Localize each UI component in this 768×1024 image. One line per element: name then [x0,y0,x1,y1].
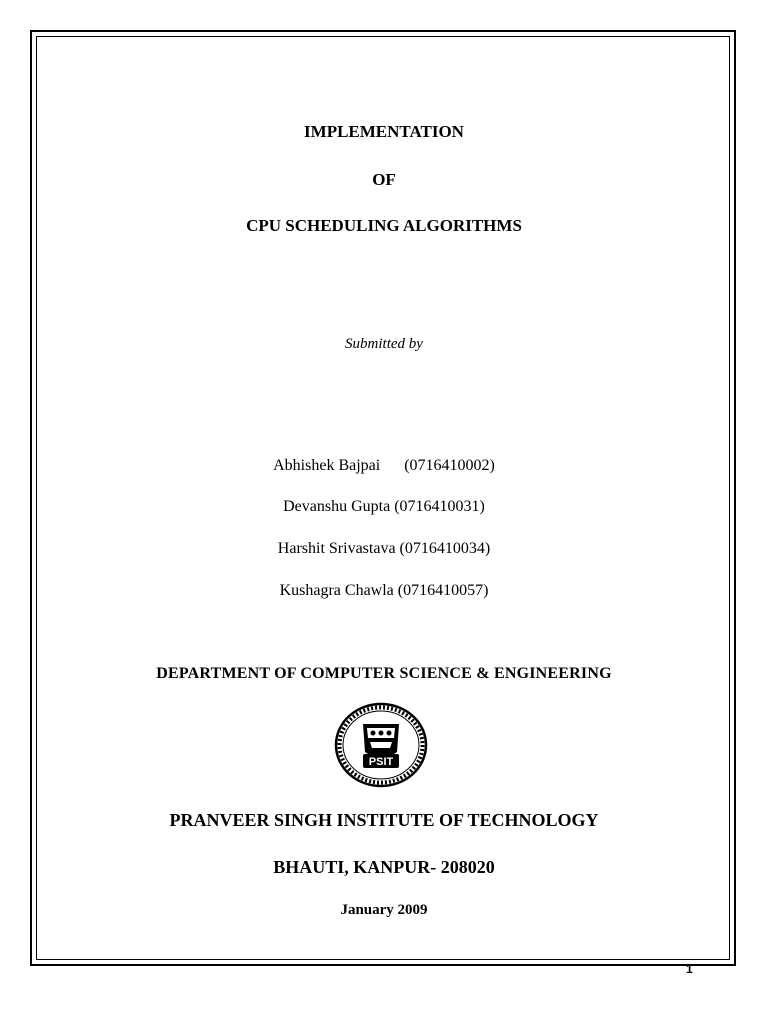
author-4 [0,582,768,600]
institute-name: PRANVEER SINGH INSTITUTE OF TECHNOLOGY [169,810,599,830]
department-name: DEPARTMENT OF COMPUTER SCIENCE & ENGINEERING [156,665,612,682]
title-line-3: CPU SCHEDULING ALGORITHMS [246,216,522,235]
author-name: Kushagra Chawla [279,582,394,599]
author-roll: (0716410002) [404,457,495,474]
author-roll: (0716410034) [399,540,491,557]
author-1 [0,457,768,475]
title-line-2: OF [372,170,396,189]
submitted-by-label: Submitted by [345,336,423,352]
submission-date: January 2009 [340,902,428,918]
author-roll: (0716410031) [394,498,485,515]
author-2 [0,498,768,516]
author-3 [0,540,768,558]
psit-seal-icon [333,702,429,788]
title-line-1: IMPLEMENTATION [304,122,464,141]
author-name: Abhishek Bajpai [273,457,381,474]
author-name: Devanshu Gupta [283,498,391,515]
author-roll: (0716410057) [397,582,489,599]
seal-text: PSIT [368,756,394,768]
institute-address: BHAUTI, KANPUR- 208020 [273,857,495,877]
author-name: Harshit Srivastava [277,540,396,557]
page-number: 1 [686,962,693,976]
